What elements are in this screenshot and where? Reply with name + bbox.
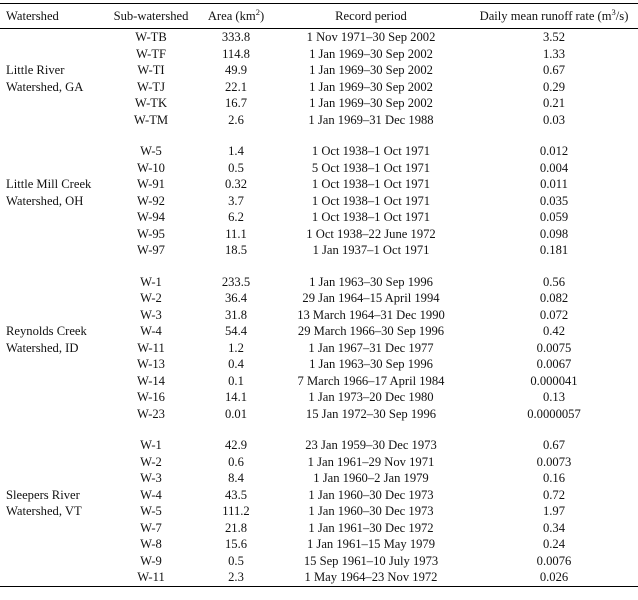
sub-watershed-cell: W-11	[137, 340, 165, 355]
area-cell: 42.9	[224, 438, 248, 452]
watershed-cell	[0, 569, 106, 586]
runoff-rate-cell: 0.098	[539, 226, 569, 241]
table-row	[0, 209, 638, 226]
sub-watershed-cell: W-TI	[137, 63, 165, 77]
area-cell: 0.01	[224, 406, 248, 421]
record-period-cell: 1 Oct 1938–22 June 1972	[306, 226, 436, 241]
record-period-cell: 1 May 1964–23 Nov 1972	[304, 570, 438, 584]
table-row	[0, 46, 638, 63]
watershed-cell	[0, 553, 106, 570]
area-cell: 22.1	[224, 79, 248, 94]
sub-watershed-cell: W-16	[137, 390, 165, 404]
table-body	[0, 29, 638, 587]
area-cell: 15.6	[224, 537, 248, 551]
sub-watershed-cell: W-10	[137, 160, 165, 175]
table-row	[0, 569, 638, 586]
record-period-cell: 1 Jan 1969–30 Sep 2002	[309, 96, 433, 110]
table-row	[0, 193, 638, 210]
runoff-rate-cell: 0.03	[542, 112, 566, 127]
table-row	[0, 454, 638, 471]
runoff-rate-cell: 0.011	[540, 177, 568, 191]
watershed-cell	[0, 389, 106, 406]
record-period-cell: 1 Jan 1961–15 May 1979	[306, 537, 436, 551]
runoff-rate-cell: 0.0075	[536, 340, 572, 355]
area-cell: 0.1	[228, 373, 244, 388]
record-period-cell: 1 Jan 1960–2 Jan 1979	[313, 471, 429, 485]
area-cell: 18.5	[224, 243, 248, 257]
runoff-rate-cell: 0.24	[542, 537, 566, 551]
table-row	[0, 373, 638, 390]
col-header-record-period: Record period	[335, 8, 407, 23]
runoff-rate-cell: 0.059	[539, 210, 569, 224]
table-row	[0, 143, 638, 160]
record-period-cell: 1 Jan 1960–30 Dec 1973	[308, 504, 434, 518]
record-period-cell: 1 Jan 1969–31 Dec 1988	[308, 112, 434, 127]
table-row	[0, 160, 638, 177]
sub-watershed-cell: W-2	[140, 291, 162, 305]
area-cell: 11.1	[225, 226, 247, 241]
area-cell: 1.2	[228, 340, 244, 355]
sub-watershed-cell: W-92	[137, 193, 165, 208]
col-header-watershed: Watershed	[6, 8, 59, 23]
sub-watershed-cell: W-91	[137, 177, 165, 191]
area-cell: 31.8	[224, 307, 248, 322]
record-period-cell: 15 Sep 1961–10 July 1973	[303, 553, 439, 568]
area-cell: 1.4	[228, 144, 244, 158]
sub-watershed-cell: W-94	[137, 210, 165, 224]
record-period-cell: 1 Jan 1969–30 Sep 2002	[309, 79, 433, 94]
watershed-cell	[0, 290, 106, 307]
table-row	[0, 470, 638, 487]
area-cell: 111.2	[222, 504, 250, 518]
sub-watershed-cell: W-TJ	[137, 79, 165, 94]
area-cell: 333.8	[221, 30, 251, 44]
record-period-cell: 1 Jan 1967–31 Dec 1977	[308, 340, 434, 355]
watershed-cell	[0, 46, 106, 63]
watershed-cell	[0, 307, 106, 324]
watershed-cell	[0, 454, 106, 471]
runoff-rate-cell: 0.42	[542, 324, 566, 338]
sub-watershed-cell: W-9	[140, 553, 162, 568]
area-sup: 2	[255, 6, 260, 17]
table-row	[0, 356, 638, 373]
area-label: Area (km	[207, 8, 256, 23]
sub-watershed-cell: W-1	[140, 438, 162, 452]
watershed-cell	[0, 437, 106, 454]
record-period-cell: 1 Jan 1961–30 Dec 1972	[308, 520, 434, 535]
watershed-cell	[0, 160, 106, 177]
sub-watershed-cell: W-13	[137, 357, 165, 371]
area-cell: 8.4	[228, 471, 244, 485]
area-cell: 3.7	[228, 193, 244, 208]
runoff-rate-cell: 0.004	[539, 160, 569, 175]
group-spacer	[0, 259, 638, 274]
sub-watershed-cell: W-4	[140, 324, 162, 338]
sub-watershed-cell: W-8	[140, 537, 162, 551]
watershed-cell	[0, 536, 106, 553]
table-row	[0, 406, 638, 423]
area-cell: 2.3	[228, 570, 244, 584]
sub-watershed-cell: W-4	[140, 487, 162, 502]
table-row	[0, 29, 638, 46]
record-period-cell: 1 Jan 1937–1 Oct 1971	[312, 243, 430, 257]
runoff-rate-cell: 0.34	[542, 520, 566, 535]
table-row	[0, 274, 638, 291]
runoff-rate-cell: 0.181	[539, 243, 569, 257]
record-period-cell: 1 Oct 1938–1 Oct 1971	[311, 177, 431, 191]
table-header-row	[0, 4, 638, 29]
runoff-rate-cell: 1.97	[542, 504, 566, 518]
table-row	[0, 389, 638, 406]
runoff-rate-cell: 3.52	[542, 30, 566, 44]
record-period-cell: 29 Jan 1964–15 April 1994	[302, 291, 440, 305]
watershed-cell	[0, 143, 106, 160]
sub-watershed-cell: W-5	[140, 144, 162, 158]
group-spacer	[0, 128, 638, 143]
area-cell: 114.8	[222, 46, 250, 61]
record-period-cell: 5 Oct 1938–1 Oct 1971	[311, 160, 431, 175]
area-cell: 0.4	[228, 357, 244, 371]
table-row	[0, 323, 638, 340]
record-period-cell: 1 Oct 1938–1 Oct 1971	[311, 144, 431, 158]
watershed-name-line1: Little Mill Creek	[6, 177, 92, 191]
runoff-rate-cell: 0.0000057	[527, 406, 581, 421]
col-header-sub-watershed: Sub-watershed	[113, 8, 189, 23]
watershed-cell	[0, 29, 106, 46]
runoff-rate-cell: 0.29	[542, 79, 566, 94]
table-row	[0, 553, 638, 570]
table-row	[0, 487, 638, 504]
watershed-name-line2: Watershed, OH	[6, 193, 84, 208]
col-header-area	[196, 4, 276, 29]
sub-watershed-cell: W-1	[140, 274, 162, 289]
runoff-rate-cell: 0.67	[542, 438, 566, 452]
watershed-cell	[0, 209, 106, 226]
area-cell: 0.5	[228, 160, 244, 175]
record-period-cell: 1 Jan 1960–30 Dec 1973	[308, 487, 434, 502]
sub-watershed-cell: W-2	[140, 454, 162, 469]
sub-watershed-cell: W-TM	[133, 112, 169, 127]
watershed-cell	[0, 356, 106, 373]
watershed-name-line1: Little River	[6, 63, 65, 77]
sub-watershed-cell: W-7	[140, 520, 162, 535]
area-cell: 2.6	[228, 112, 244, 127]
watershed-name-line1: Sleepers River	[6, 487, 80, 502]
watershed-cell	[0, 112, 106, 129]
area-cell: 0.6	[228, 454, 244, 469]
record-period-cell: 1 Jan 1961–29 Nov 1971	[307, 454, 435, 469]
sub-watershed-cell: W-23	[137, 406, 165, 421]
watershed-name-line2: Watershed, ID	[6, 340, 79, 355]
record-period-cell: 1 Nov 1971–30 Sep 2002	[306, 30, 436, 44]
runoff-rate-cell: 0.13	[542, 390, 566, 404]
watershed-cell	[0, 406, 106, 423]
record-period-cell: 7 March 1966–17 April 1984	[297, 373, 445, 388]
table-row	[0, 536, 638, 553]
watershed-cell	[0, 373, 106, 390]
record-period-cell: 1 Jan 1973–20 Dec 1980	[308, 390, 434, 404]
runoff-rate-cell: 0.026	[539, 570, 569, 584]
sub-watershed-cell: W-11	[137, 570, 165, 584]
table-row	[0, 112, 638, 129]
sub-watershed-cell: W-TF	[135, 46, 167, 61]
runoff-rate-cell: 0.67	[542, 63, 566, 77]
watershed-cell	[0, 274, 106, 291]
runoff-rate-cell: 0.000041	[530, 373, 578, 388]
record-period-cell: 13 March 1964–31 Dec 1990	[297, 307, 445, 322]
watershed-cell	[0, 242, 106, 259]
runoff-table	[0, 3, 638, 587]
watershed-cell	[0, 520, 106, 537]
watershed-cell	[0, 95, 106, 112]
table-row	[0, 79, 638, 96]
area-cell: 16.7	[224, 96, 248, 110]
watershed-cell	[0, 470, 106, 487]
runoff-rate-cell: 0.072	[539, 307, 569, 322]
area-cell: 21.8	[224, 520, 248, 535]
rate-label: Daily mean runoff rate (m	[479, 8, 612, 23]
runoff-rate-cell: 0.56	[542, 274, 566, 289]
rate-sup: 3	[611, 6, 616, 17]
rate-close: /s)	[615, 8, 629, 23]
group-spacer	[0, 422, 638, 437]
runoff-rate-cell: 0.16	[542, 471, 566, 485]
runoff-rate-cell: 0.0073	[536, 454, 572, 469]
record-period-cell: 1 Oct 1938–1 Oct 1971	[311, 193, 431, 208]
table-row	[0, 242, 638, 259]
area-cell: 0.32	[224, 177, 248, 191]
runoff-rate-cell: 0.21	[542, 96, 566, 110]
table-row	[0, 307, 638, 324]
runoff-rate-cell: 1.33	[542, 46, 566, 61]
sub-watershed-cell: W-TB	[135, 30, 167, 44]
runoff-rate-cell: 0.0076	[536, 553, 572, 568]
record-period-cell: 1 Jan 1963–30 Sep 1996	[309, 274, 433, 289]
watershed-cell	[0, 226, 106, 243]
area-cell: 233.5	[221, 274, 251, 289]
table-row	[0, 176, 638, 193]
sub-watershed-cell: W-14	[137, 373, 165, 388]
record-period-cell: 1 Jan 1963–30 Sep 1996	[309, 357, 433, 371]
table-row	[0, 437, 638, 454]
sub-watershed-cell: W-97	[137, 243, 165, 257]
area-cell: 36.4	[224, 291, 248, 305]
area-cell: 0.5	[228, 553, 244, 568]
area-cell: 6.2	[228, 210, 244, 224]
sub-watershed-cell: W-95	[137, 226, 165, 241]
area-cell: 14.1	[224, 390, 248, 404]
watershed-name-line2: Watershed, VT	[6, 504, 82, 518]
watershed-name-line1: Reynolds Creek	[6, 324, 87, 338]
area-cell: 49.9	[224, 63, 248, 77]
table-row	[0, 62, 638, 79]
runoff-rate-cell: 0.0067	[536, 357, 572, 371]
runoff-rate-cell: 0.012	[539, 144, 569, 158]
table-row	[0, 290, 638, 307]
sub-watershed-cell: W-3	[140, 307, 162, 322]
table-row	[0, 226, 638, 243]
sub-watershed-cell: W-5	[140, 504, 162, 518]
record-period-cell: 1 Oct 1938–1 Oct 1971	[311, 210, 431, 224]
sub-watershed-cell: W-3	[140, 471, 162, 485]
area-cell: 54.4	[224, 324, 248, 338]
table-row	[0, 520, 638, 537]
record-period-cell: 29 March 1966–30 Sep 1996	[297, 324, 445, 338]
runoff-rate-cell: 0.082	[539, 291, 569, 305]
runoff-rate-cell: 0.035	[539, 193, 569, 208]
runoff-rate-cell: 0.72	[542, 487, 566, 502]
record-period-cell: 1 Jan 1969–30 Sep 2002	[309, 46, 433, 61]
table-row	[0, 340, 638, 357]
record-period-cell: 15 Jan 1972–30 Sep 1996	[305, 406, 437, 421]
table-row	[0, 95, 638, 112]
area-cell: 43.5	[224, 487, 248, 502]
col-header-runoff-rate	[466, 4, 638, 29]
area-close: )	[259, 8, 265, 23]
table-row	[0, 503, 638, 520]
sub-watershed-cell: W-TK	[134, 96, 168, 110]
watershed-name-line2: Watershed, GA	[6, 79, 84, 94]
record-period-cell: 1 Jan 1969–30 Sep 2002	[309, 63, 433, 77]
record-period-cell: 23 Jan 1959–30 Dec 1973	[305, 438, 437, 452]
